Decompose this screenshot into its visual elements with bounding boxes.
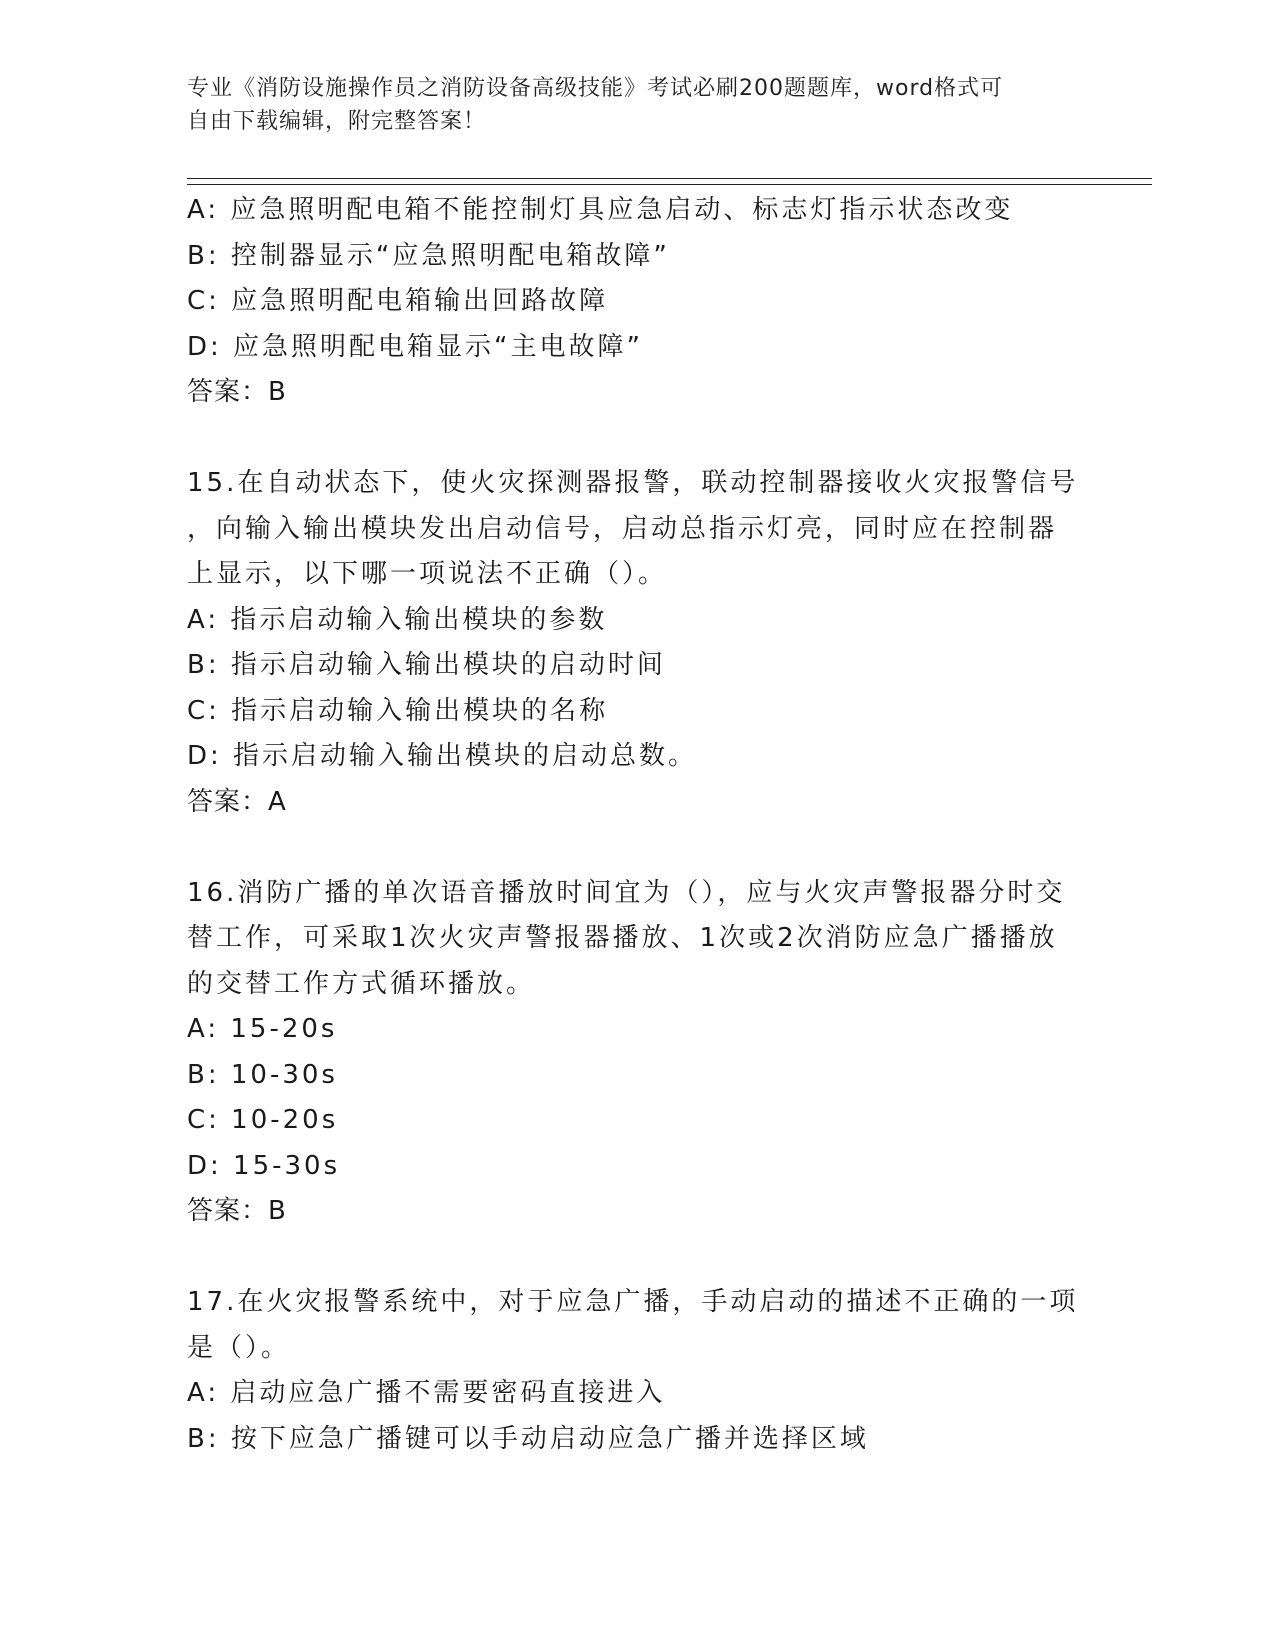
question-text-line: 是（）。 bbox=[187, 1332, 291, 1363]
answer: 答案：A bbox=[187, 786, 287, 817]
option-c: C: 应急照明配电箱输出回路故障 bbox=[187, 286, 609, 316]
answer: 答案：B bbox=[187, 1196, 287, 1226]
option-a: A: 应急照明配电箱不能控制灯具应急启动、标志灯指示状态改变 bbox=[187, 195, 1014, 225]
option-d: D: 15-30s bbox=[187, 1150, 341, 1181]
question-text-line: 的交替工作方式循环播放。 bbox=[187, 968, 536, 999]
option-d: D: 应急照明配电箱显示“主电故障” bbox=[187, 331, 643, 362]
question-list bbox=[187, 188, 1087, 1462]
option-a: A: 启动应急广播不需要密码直接进入 bbox=[187, 1378, 666, 1408]
option-c: C: 10-20s bbox=[187, 1105, 339, 1135]
header-rule-top bbox=[187, 178, 1152, 179]
question-15 bbox=[187, 461, 1087, 825]
question-text-line: 替工作，可采取1次火灾声警报器播放、1次或2次消防应急广播播放 bbox=[187, 923, 1058, 953]
header-line-1: 专业《消防设施操作员之消防设备高级技能》考试必刷200题题库，word格式可 bbox=[187, 76, 1004, 101]
question-16 bbox=[187, 871, 1087, 1235]
option-a: A: 指示启动输入输出模块的参数 bbox=[187, 604, 608, 635]
option-a: A: 15-20s bbox=[187, 1014, 338, 1044]
option-b: B: 指示启动输入输出模块的启动时间 bbox=[187, 650, 666, 680]
document-header bbox=[187, 72, 1087, 138]
answer: 答案：B bbox=[187, 377, 287, 407]
option-d: D: 指示启动输入输出模块的启动总数。 bbox=[187, 741, 698, 771]
question-text-line: 上显示，以下哪一项说法不正确（）。 bbox=[187, 559, 668, 589]
question-text-line: 16.消防广播的单次语音播放时间宜为（），应与火灾声警报器分时交 bbox=[187, 877, 1066, 908]
spacer bbox=[187, 825, 1087, 871]
spacer bbox=[187, 416, 1087, 462]
question-text-line: 17.在火灾报警系统中，对于应急广播，手动启动的描述不正确的一项 bbox=[187, 1287, 1079, 1317]
option-b: B: 控制器显示“应急照明配电箱故障” bbox=[187, 240, 670, 271]
spacer bbox=[187, 1235, 1087, 1281]
header-line-2: 自由下载编辑，附完整答案！ bbox=[187, 109, 487, 134]
question-text-line: ，向输入输出模块发出启动信号，启动总指示灯亮，同时应在控制器 bbox=[187, 513, 1058, 544]
question-17 bbox=[187, 1280, 1087, 1462]
question-14 bbox=[187, 188, 1087, 416]
header-rule-bottom bbox=[187, 184, 1152, 185]
option-c: C: 指示启动输入输出模块的名称 bbox=[187, 695, 609, 726]
option-b: B: 10-30s bbox=[187, 1059, 338, 1090]
option-b: B: 按下应急广播键可以手动启动应急广播并选择区域 bbox=[187, 1423, 869, 1454]
question-text-line: 15.在自动状态下，使火灾探测器报警，联动控制器接收火灾报警信号 bbox=[187, 468, 1079, 498]
